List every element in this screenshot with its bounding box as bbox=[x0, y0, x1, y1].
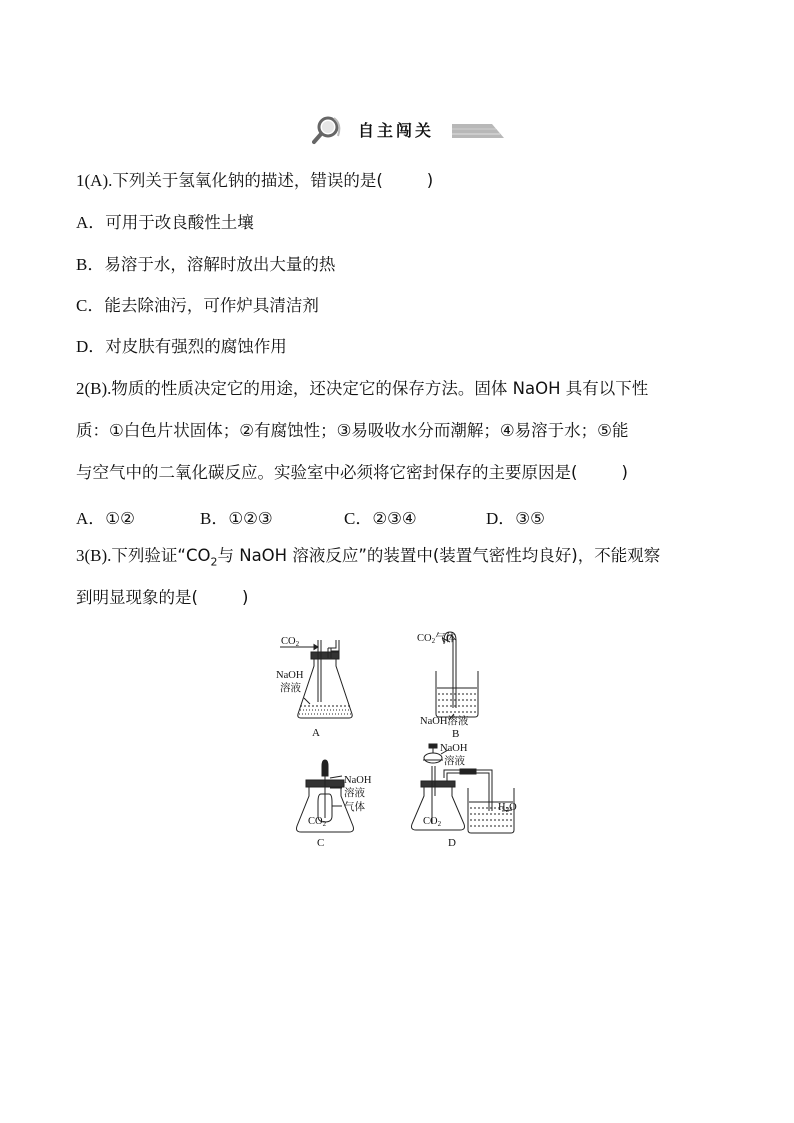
q2-stem-line2: 质：①白色片状固体；②有腐蚀性；③易吸收水分而潮解；④易溶于水；⑤能 bbox=[76, 421, 629, 440]
q3-number: 3(B). bbox=[76, 546, 112, 565]
label-c: C bbox=[317, 837, 325, 849]
q2-options bbox=[76, 504, 596, 526]
label-d-water: H2O bbox=[498, 802, 517, 814]
label-a-gas: CO2 bbox=[281, 636, 300, 648]
header-decoration-bar bbox=[452, 124, 504, 138]
label-a-solution: 溶液 bbox=[280, 683, 301, 694]
q1-stem: 1(A).下列关于氢氧化钠的描述，错误的是( ) bbox=[76, 171, 434, 190]
q1-number: 1(A). bbox=[76, 171, 113, 190]
label-d-naoh: NaOH bbox=[440, 743, 468, 754]
label-d: D bbox=[448, 837, 456, 849]
apparatus-figure bbox=[270, 626, 520, 854]
q2-number: 2(B). bbox=[76, 379, 112, 398]
q3-stem-line2: 到明显现象的是( ) bbox=[76, 588, 249, 607]
label-c-gas-word: 气体 bbox=[344, 802, 365, 813]
label-b-solution: NaOH溶液 bbox=[420, 716, 469, 727]
apparatus-svg bbox=[270, 626, 520, 854]
q2-option-c[interactable]: C．②③④ bbox=[344, 509, 417, 528]
label-a-naoh: NaOH bbox=[276, 670, 304, 681]
label-d-solution: 溶液 bbox=[444, 756, 465, 767]
q2-option-b[interactable]: B．①②③ bbox=[200, 509, 273, 528]
q2-stem-line1: 2(B).物质的性质决定它的用途，还决定它的保存方法。固体 NaOH 具有以下性 bbox=[76, 379, 649, 398]
q1-option-d[interactable]: D．对皮肤有强烈的腐蚀作用 bbox=[76, 337, 287, 356]
q1-text: 下列关于氢氧化钠的描述，错误的是( bbox=[112, 171, 383, 190]
label-d-gas: CO2 bbox=[423, 816, 442, 828]
q1-option-a[interactable]: A．可用于改良酸性土壤 bbox=[76, 213, 254, 232]
label-c-solution: 溶液 bbox=[344, 788, 365, 799]
q1-option-c[interactable]: C．能去除油污，可作炉具清洁剂 bbox=[76, 296, 319, 315]
q2-stem-line3: 与空气中的二氧化碳反应。实验室中必须将它密封保存的主要原因是( ) bbox=[76, 463, 628, 482]
q2-option-a[interactable]: A．①② bbox=[76, 509, 135, 528]
magnifier-icon bbox=[312, 114, 348, 146]
label-b-gas: CO2气体 bbox=[417, 633, 457, 645]
label-b: B bbox=[452, 728, 460, 740]
apparatus-b bbox=[436, 632, 478, 720]
section-header bbox=[310, 114, 500, 146]
label-a: A bbox=[312, 727, 320, 739]
section-title: 自主闯关 bbox=[358, 121, 435, 140]
q2-option-d[interactable]: D．③⑤ bbox=[486, 509, 545, 528]
q1-option-b[interactable]: B．易溶于水，溶解时放出大量的热 bbox=[76, 255, 336, 274]
label-c-naoh: NaOH bbox=[344, 775, 372, 786]
q3-stem-line1: 3(B).下列验证“$CO_2$与 NaOH 溶液反应”的装置中(装置气密性均良好)，不能观察 bbox=[76, 546, 661, 569]
label-c-gas: CO2 bbox=[308, 816, 327, 828]
